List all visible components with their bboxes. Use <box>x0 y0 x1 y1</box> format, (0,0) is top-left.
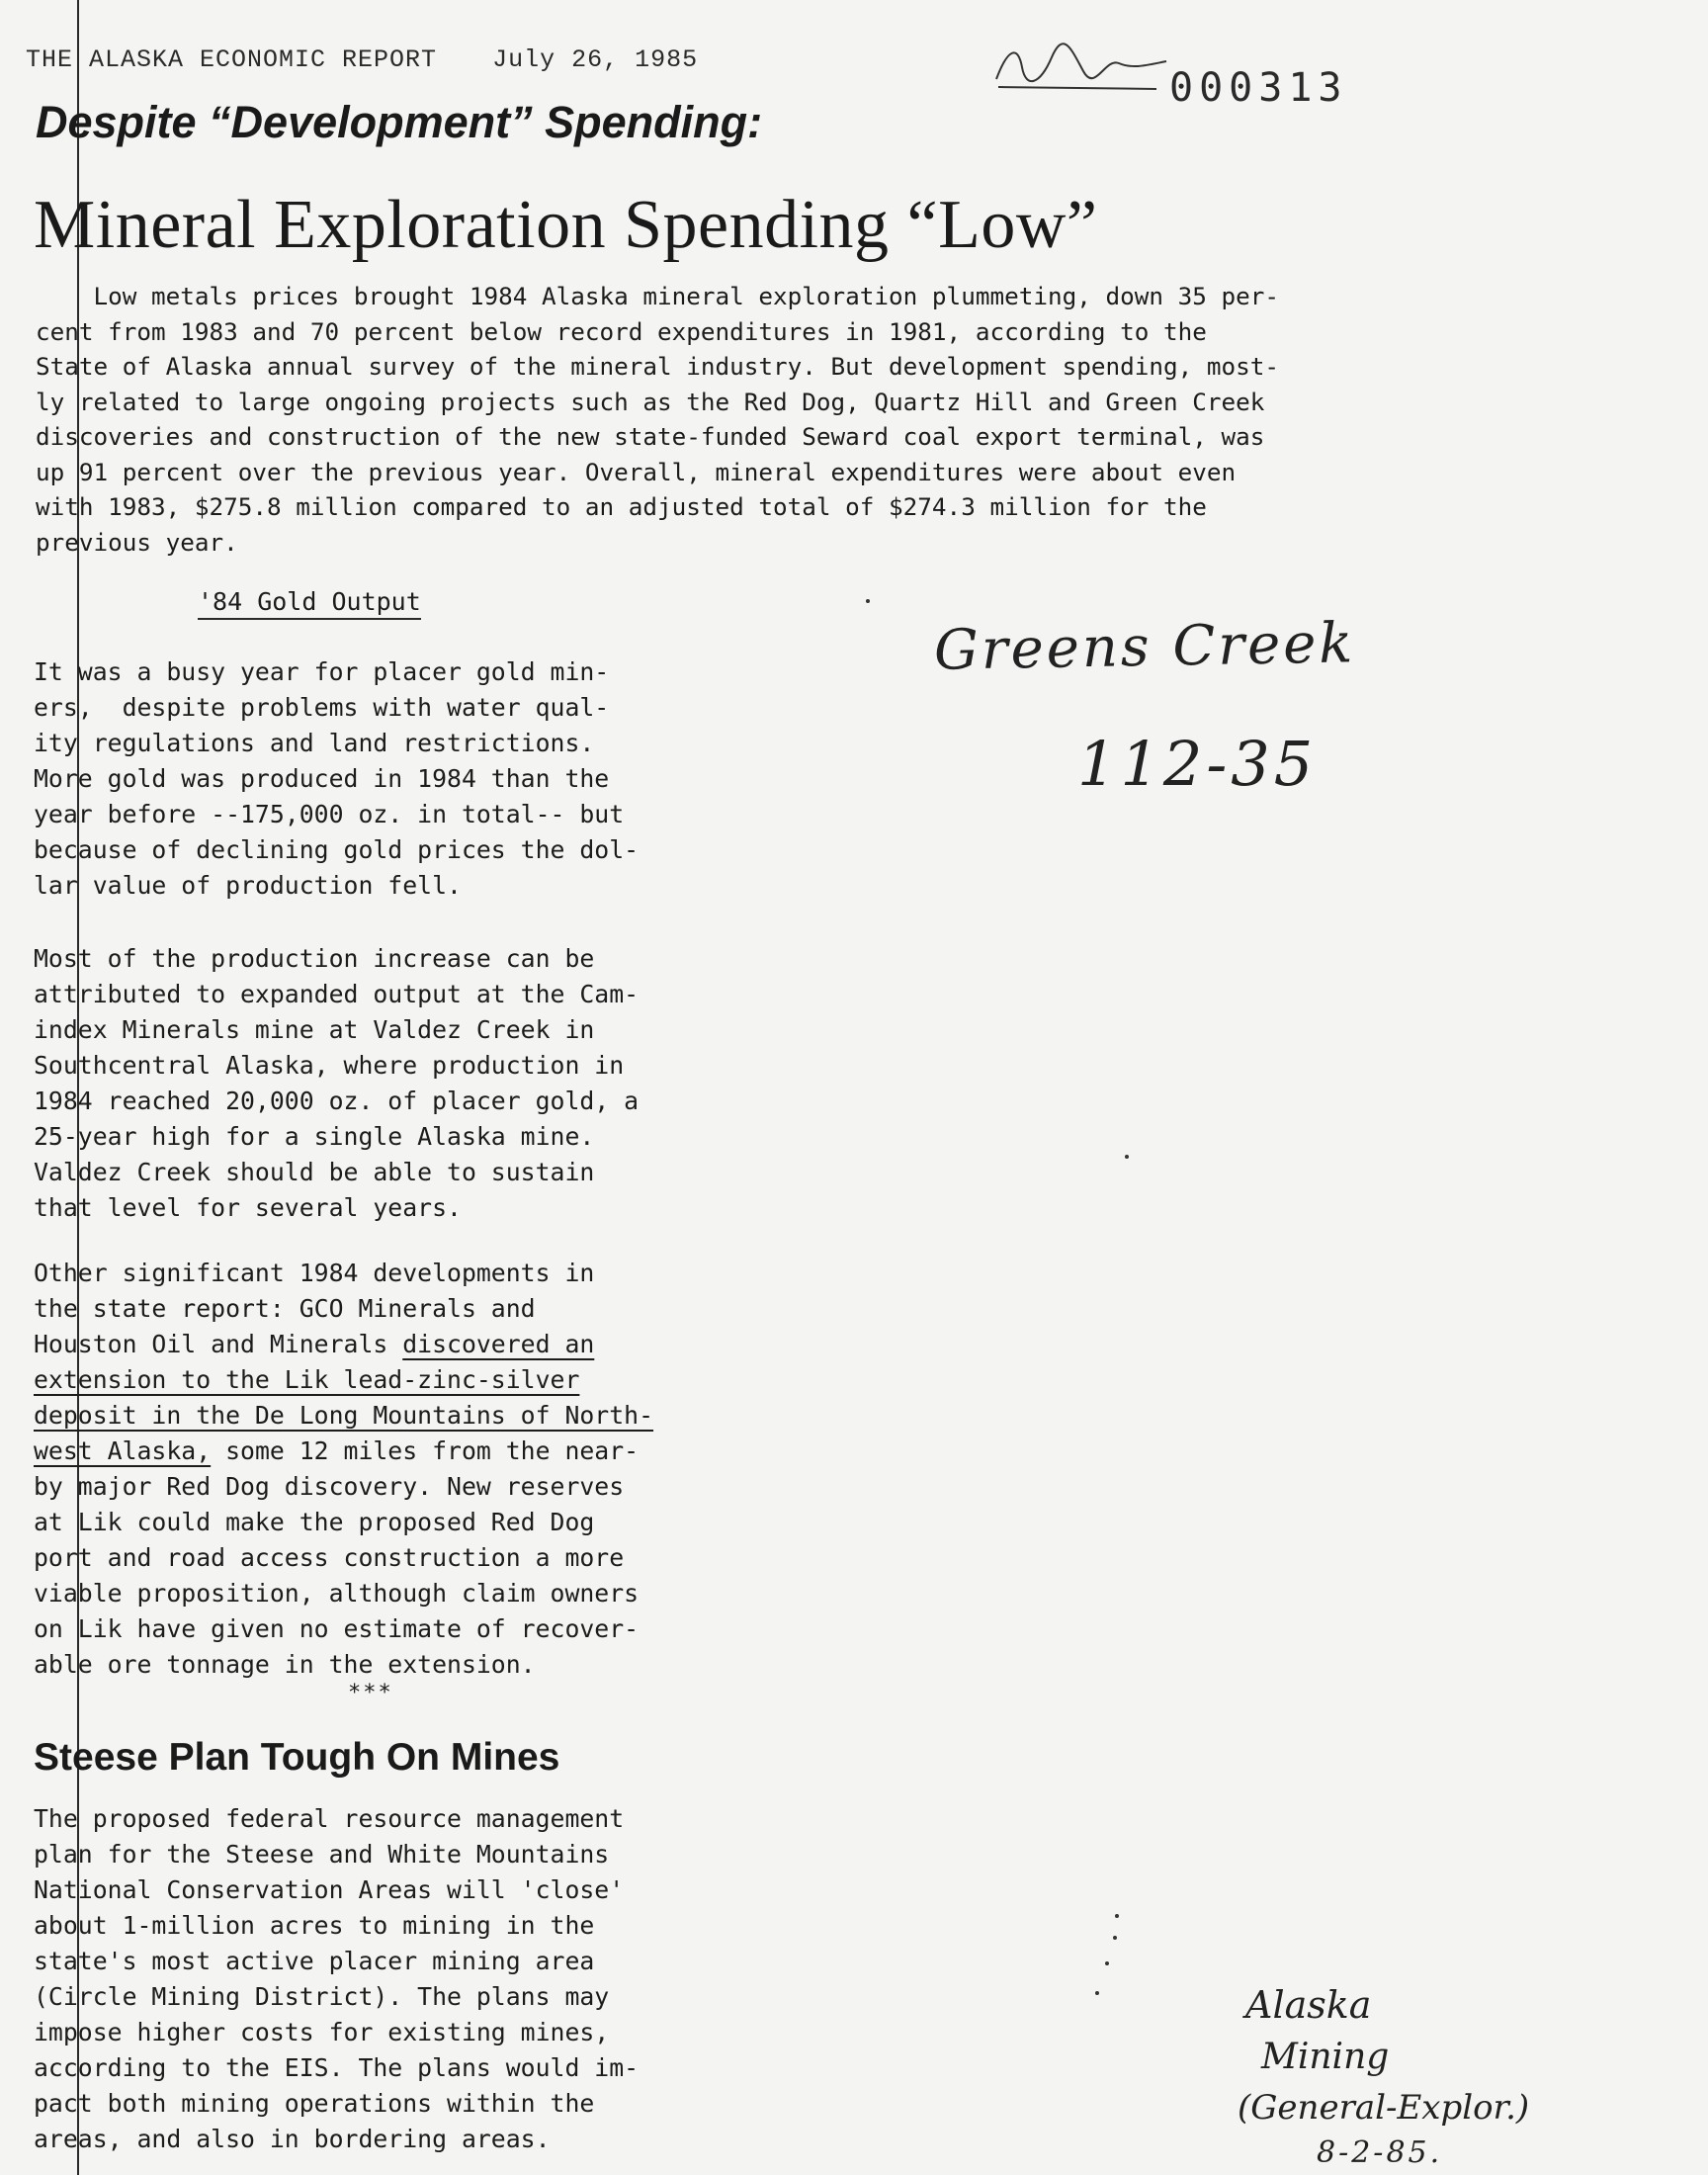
text-line: Southcentral Alaska, where production in <box>34 1051 625 1080</box>
underlined-text: extension to the Lik lead-zinc-silver <box>34 1365 580 1394</box>
article-kicker: Despite “Development” Spending: <box>36 97 763 147</box>
text-line: Houston Oil and Minerals <box>34 1330 403 1358</box>
text-line: year before --175,000 oz. in total-- but <box>34 800 625 828</box>
text-line: ers, despite problems with water qual- <box>34 693 610 722</box>
text-line: some 12 miles from the near- <box>211 1436 640 1465</box>
paragraph-production-increase <box>34 941 785 1226</box>
intro-paragraph <box>36 279 1548 560</box>
underlined-text: discovered an <box>402 1330 595 1358</box>
text-line: impose higher costs for existing mines, <box>34 2018 610 2046</box>
publication-date: July 26, 1985 <box>492 45 699 74</box>
text-line: Most of the production increase can be <box>34 944 595 973</box>
text-line: lar value of production fell. <box>34 871 462 900</box>
text-line: It was a busy year for placer gold min- <box>34 657 610 686</box>
text-line: The proposed federal resource management <box>34 1804 625 1833</box>
text-line: ity regulations and land restrictions. <box>34 729 595 757</box>
publication-header <box>26 45 698 74</box>
text-line: about 1-million acres to mining in the <box>34 1911 595 1940</box>
text-line: National Conservation Areas will 'close' <box>34 1875 625 1904</box>
document-number: 000313 <box>1169 65 1348 111</box>
scan-speck <box>1113 1936 1117 1940</box>
intro-line: previous year. <box>36 527 238 557</box>
text-line: able ore tonnage in the extension. <box>34 1650 536 1679</box>
text-line: Valdez Creek should be able to sustain <box>34 1158 595 1186</box>
handwritten-greens-creek: Greens Creek <box>933 611 1356 683</box>
text-line: 1984 reached 20,000 oz. of placer gold, a <box>34 1087 640 1115</box>
scan-speck <box>1115 1914 1119 1918</box>
text-line: Other significant 1984 developments in <box>34 1259 595 1287</box>
underlined-text: deposit in the De Long Mountains of North- <box>34 1401 654 1430</box>
underlined-text: west Alaska, <box>34 1436 212 1465</box>
text-line: 25-year high for a single Alaska mine. <box>34 1122 595 1151</box>
text-line: that level for several years. <box>34 1193 462 1222</box>
gold-output-subhead: '84 Gold Output <box>198 587 421 620</box>
handwritten-mining: Mining <box>1261 2037 1390 2077</box>
text-line: on Lik have given no estimate of recover- <box>34 1614 640 1643</box>
scan-speck <box>1105 1961 1109 1965</box>
text-line: viable proposition, although claim owners <box>34 1579 640 1608</box>
intro-line: cent from 1983 and 70 percent below record expenditures in 1981, according to the <box>36 316 1207 346</box>
intro-line: Low metals prices brought 1984 Alaska mineral exploration plummeting, down 35 per- <box>36 282 1280 310</box>
handwritten-alaska: Alaska <box>1245 1983 1372 2027</box>
intro-line: up 91 percent over the previous year. Overall, mineral expenditures were about even <box>36 457 1237 486</box>
scan-speck <box>1095 1991 1099 1995</box>
handwritten-number: 112-35 <box>1077 728 1318 800</box>
text-line: index Minerals mine at Valdez Creek in <box>34 1015 595 1044</box>
text-line: at Lik could make the proposed Red Dog <box>34 1508 595 1536</box>
publication-name: THE ALASKA ECONOMIC REPORT <box>26 45 438 74</box>
article-headline: Mineral Exploration Spending “Low” <box>34 187 1098 263</box>
text-line: the state report: GCO Minerals and <box>34 1294 536 1323</box>
text-line: state's most active placer mining area <box>34 1947 595 1975</box>
text-line: because of declining gold prices the dol- <box>34 835 640 864</box>
intro-line: with 1983, $275.8 million compared to an adjusted total of $274.3 million for the <box>36 492 1207 521</box>
paragraph-lik-discovery <box>34 1256 785 1683</box>
handwritten-date: 8-2-85. <box>1317 2135 1443 2170</box>
handwritten-category: (General-Explor.) <box>1238 2088 1530 2128</box>
text-line: (Circle Mining District). The plans may <box>34 1982 610 2011</box>
intro-line: ly related to large ongoing projects such as the Red Dog, Quartz Hill and Green Creek <box>36 387 1265 416</box>
intro-line: discoveries and construction of the new state-funded Seward coal export terminal, was <box>36 422 1265 451</box>
text-line: areas, and also in bordering areas. <box>34 2125 551 2153</box>
text-line: plan for the Steese and White Mountains <box>34 1840 610 1869</box>
paragraph-gold-miners <box>34 654 785 904</box>
scan-speck <box>866 599 870 603</box>
text-line: attributed to expanded output at the Cam- <box>34 980 640 1008</box>
steese-article-title: Steese Plan Tough On Mines <box>34 1736 560 1779</box>
text-line: by major Red Dog discovery. New reserves <box>34 1472 625 1501</box>
steese-article-body <box>34 1801 785 2157</box>
text-line: pact both mining operations within the <box>34 2089 595 2118</box>
text-line: More gold was produced in 1984 than the <box>34 764 610 793</box>
text-line: port and road access construction a more <box>34 1543 625 1572</box>
intro-line: State of Alaska annual survey of the mineral industry. But development spending, most- <box>36 352 1280 381</box>
text-line: according to the EIS. The plans would im- <box>34 2053 640 2082</box>
scan-speck <box>1125 1155 1129 1159</box>
section-separator: *** <box>348 1681 393 1705</box>
